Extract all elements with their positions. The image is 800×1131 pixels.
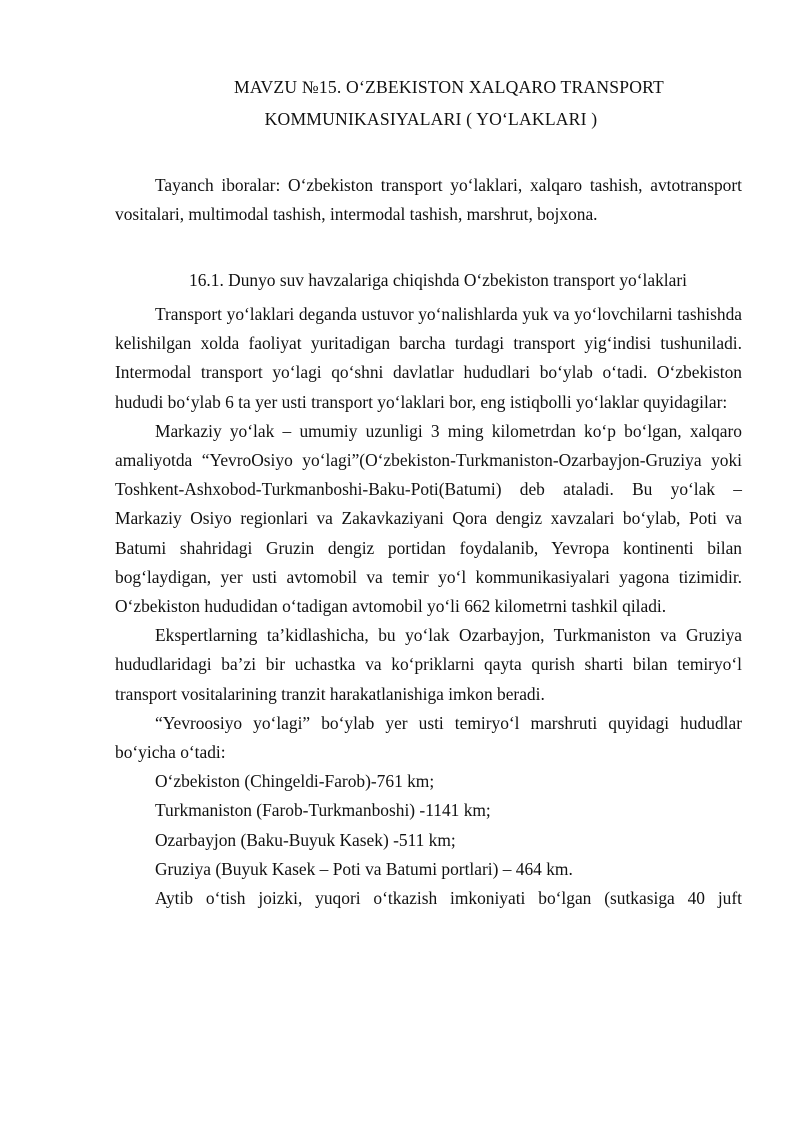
route-list-item: O‘zbekiston (Chingeldi-Farob)-761 km;	[155, 771, 435, 792]
section-heading: 16.1. Dunyo suv havzalariga chiqishda O‘zbekiston transport yo‘laklari	[189, 270, 687, 290]
route-list-item: Turkmaniston (Farob-Turkmanboshi) -1141 km;	[155, 800, 491, 821]
title-line-2: KOMMUNIKASIYALARI ( YO‘LAKLARI )	[264, 109, 598, 129]
main-text	[115, 300, 742, 913]
route-list-item: Ozarbayjon (Baku-Buyuk Kasek) -511 km;	[155, 829, 456, 850]
keywords-paragraph: Tayanch iboralar: O‘zbekiston transport yo‘laklari, xalqaro tashish, avtotransport vositalari, multimodal tashish, intermodal tashish, marshrut, bojxona.	[115, 175, 742, 225]
paragraph: Ekspertlarning ta’kidlashicha, bu yo‘lak Ozarbayjon, Turkmaniston va Gruziya hududlaridagi ba’zi bir uchastka va ko‘priklarni qayta qurish sharti bilan temiryo‘l transport vositalarining tranzit harakatlanishiga imkon beradi.	[115, 625, 742, 704]
route-list-item: Gruziya (Buyuk Kasek – Poti va Batumi portlari) – 464 km.	[155, 858, 573, 879]
paragraph: Markaziy yo‘lak – umumiy uzunligi 3 ming kilometrdan ko‘p bo‘lgan, xalqaro amaliyotda “YevroOsiyo yo‘lagi”(O‘zbekiston-Turkmaniston-Ozarbayjon-Gruziya yoki Toshkent-Ashxobod-Turkmanboshi-Baku-Poti(Batumi) deb ataladi. Bu yo‘lak – Markaziy Osiyo regionlari va Zakavkaziyani Qora dengiz xavzalari bo‘ylab, Poti va Batumi shahridagi Gruzin dengiz portidan foydalanib, Yevropa kontinenti bilan bog‘laydigan, yer usti avtomobil va temir yo‘l kommunikasiyalari yagona tizimidir. O‘zbekiston hududidan o‘tadigan avtomobil yo‘li 662 kilometrni tashkil qiladi.	[115, 420, 742, 617]
paragraph-continued: Aytib o‘tish joizki, yuqori o‘tkazish imkoniyati bo‘lgan (sutkasiga 40 juft	[155, 888, 742, 909]
paragraph: “Yevroosiyo yo‘lagi” bo‘ylab yer usti temiryo‘l marshruti quyidagi hududlar bo‘yicha o‘tadi:	[115, 712, 742, 763]
title-line-1: MAVZU №15. O‘ZBEKISTON XALQARO TRANSPORT	[234, 77, 664, 97]
keywords-block	[115, 171, 742, 229]
paragraph: Transport yo‘laklari deganda ustuvor yo‘nalishlarda yuk va yo‘lovchilarni tashishda kelishilgan xolda faoliyat yuritadigan barcha turdagi transport yig‘indisi tushuniladi. Intermodal transport yo‘lagi qo‘shni davlatlar hududlari bo‘ylab o‘tadi. O‘zbekiston hududi bo‘ylab 6 ta yer usti transport yo‘laklari bor, eng istiqbolli yo‘laklar quyidagilar:	[115, 304, 742, 412]
